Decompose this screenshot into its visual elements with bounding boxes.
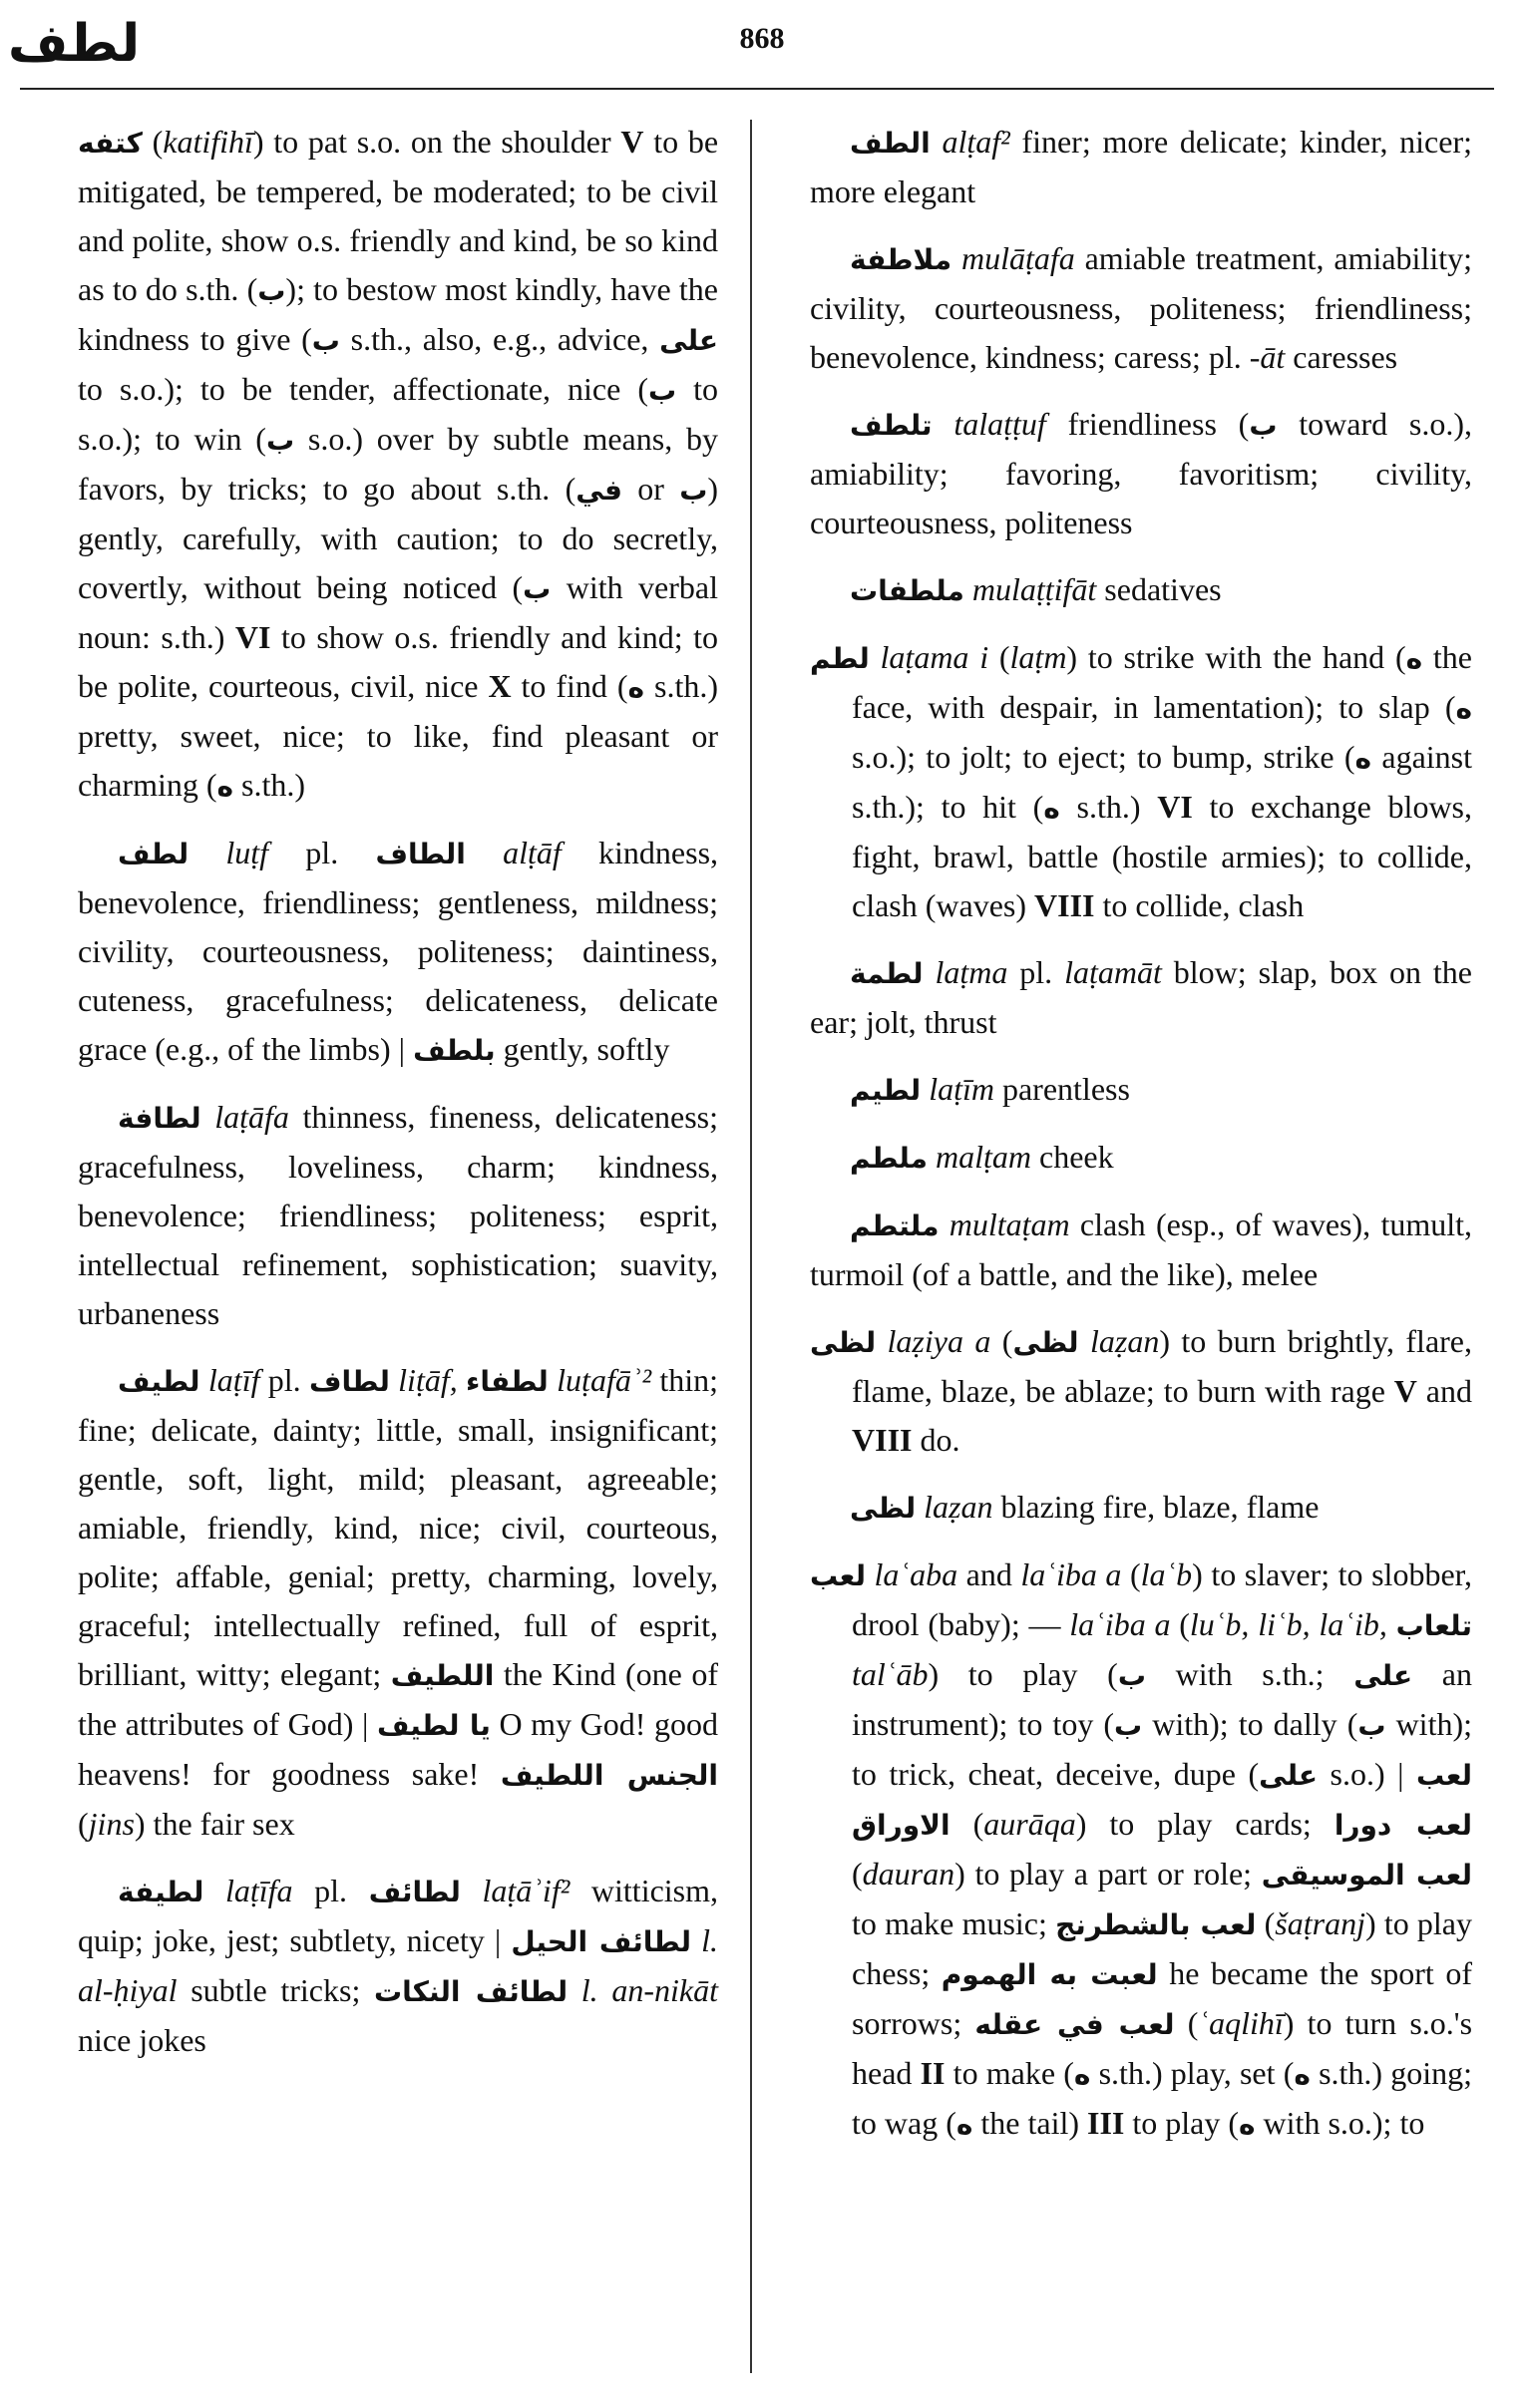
- definition-text: and: [957, 1556, 1021, 1592]
- definition-text: [921, 1071, 929, 1107]
- transliteration: laẓiya a: [887, 1323, 991, 1359]
- arabic-word: ب: [1117, 1659, 1146, 1692]
- definition-text: [691, 1922, 701, 1958]
- dictionary-entry: [810, 1133, 1472, 1183]
- header-arabic-root: لطف: [8, 14, 141, 74]
- arabic-word: لعب في عقله: [974, 2008, 1175, 2041]
- dictionary-entry: [810, 1483, 1472, 1533]
- arabic-word: الجنس اللطيف: [500, 1759, 719, 1792]
- arabic-word: ب: [1357, 1709, 1386, 1742]
- transliteration: laṭīfa: [224, 1873, 293, 1908]
- transliteration: laẓan: [924, 1489, 993, 1525]
- arabic-word: اللطيف: [390, 1659, 495, 1692]
- arabic-word: لطفاء: [466, 1365, 549, 1398]
- arabic-word: ب: [1114, 1709, 1143, 1742]
- arabic-word: لطائف النكات: [374, 1975, 569, 2008]
- arabic-word: على: [1353, 1659, 1413, 1692]
- definition-text: pl.: [259, 1362, 309, 1398]
- arabic-word: لطمة: [850, 957, 924, 990]
- definition-text: the face, with despair, in lamentation); to slap (: [852, 639, 1472, 725]
- definition-text: with); to dally (: [1142, 1706, 1358, 1742]
- definition-text: the Kind (one of the attributes of God) |: [78, 1656, 719, 1742]
- definition-text: to s.o.); to be tender, affectionate, nice (: [78, 371, 648, 407]
- definition-text: s.o.); to jolt; to eject; to bump, strike (: [852, 739, 1355, 775]
- definition-text: [203, 1873, 225, 1908]
- arabic-word: ملاطفة: [850, 243, 952, 276]
- transliteration: laẓan: [1089, 1323, 1160, 1359]
- definition-text: s.th.) pretty, sweet, nice; to like, find pleasant or charming (: [78, 668, 719, 803]
- definition-text: ) to play cards;: [1075, 1806, 1334, 1842]
- dictionary-entry: [810, 633, 1473, 930]
- definition-text: with); to trick, cheat, deceive, dupe (: [852, 1706, 1473, 1792]
- transliteration: laʿaba: [874, 1556, 958, 1592]
- arabic-word: لعب: [810, 1559, 866, 1592]
- definition-text: ) to burn brightly, flare, flame, blaze, be ablaze; to burn with rage: [852, 1323, 1472, 1409]
- definition-text: s.th.) going; to wag (: [852, 2055, 1473, 2141]
- arabic-word: ب: [265, 424, 295, 457]
- dictionary-entry: [810, 1065, 1472, 1115]
- definition-text: s.th., also, e.g., advice,: [339, 321, 660, 357]
- definition-text: to make (: [945, 2055, 1074, 2091]
- definition-text: nice jokes: [78, 2022, 206, 2058]
- transliteration: talʿāb: [852, 1656, 929, 1692]
- arabic-word: كتفه: [78, 127, 143, 160]
- definition-text: [568, 1972, 581, 2008]
- definition-text: ) to play (: [928, 1656, 1118, 1692]
- definition-text: amiable treatment, amiability; civility, courteousness, politeness; friendliness; benevolence, kindness; caress; pl.: [810, 240, 1473, 375]
- arabic-word: لعب بالشطرنج: [1055, 1908, 1257, 1941]
- definition-text: (: [78, 1806, 89, 1842]
- verb-form-numeral: II: [920, 2055, 946, 2091]
- arabic-word: ملتطم: [850, 1209, 940, 1242]
- transliteration: katifihī: [163, 124, 253, 160]
- left-column: [78, 118, 718, 2083]
- definition-text: pl.: [292, 1873, 369, 1908]
- arabic-word: ه: [1354, 742, 1372, 775]
- definition-text: (: [950, 1806, 984, 1842]
- transliteration: laṭm: [1009, 639, 1067, 675]
- dictionary-entry: [810, 118, 1472, 216]
- definition-text: [201, 1099, 215, 1135]
- definition-text: (: [1256, 1905, 1276, 1941]
- dictionary-entry: [78, 1867, 718, 2065]
- arabic-word: ه: [627, 671, 645, 704]
- definition-text: s.o.) over by subtle means, by favors, by tricks; to go about s.th. (: [78, 421, 719, 507]
- definition-text: blow; slap, box on the ear; jolt, thrust: [810, 954, 1473, 1040]
- definition-text: ) gently, carefully, with caution; to do secretly, covertly, without being noticed (: [78, 471, 719, 605]
- definition-text: to exchange blows, fight, brawl, battle (hostile armies); to collide, clash (waves): [852, 789, 1473, 923]
- definition-text: (: [1121, 1556, 1141, 1592]
- arabic-word: لعبت به الهموم: [941, 1958, 1158, 1991]
- definition-text: (: [1174, 2005, 1199, 2041]
- arabic-word: لعب الاوراق: [852, 1759, 1473, 1842]
- transliteration: laṭāʾif²: [482, 1873, 571, 1908]
- arabic-word: لظى: [1012, 1326, 1079, 1359]
- arabic-word: ه: [1073, 2058, 1091, 2091]
- definition-text: ); to bestow most kindly, have the kindness to give (: [78, 271, 719, 357]
- arabic-word: ملطم: [850, 1142, 928, 1175]
- definition-text: to find (: [511, 668, 628, 704]
- verb-form-numeral: X: [488, 668, 512, 704]
- definition-text: s.th.): [233, 767, 306, 803]
- definition-text: pl.: [1007, 954, 1065, 990]
- definition-text: parentless: [993, 1071, 1130, 1107]
- transliteration: luʿb, liʿb, laʿib,: [1189, 1606, 1387, 1642]
- transliteration: laṭāfa: [214, 1099, 289, 1135]
- arabic-word: لعب دورا: [1334, 1809, 1473, 1842]
- definition-text: pl.: [268, 835, 376, 870]
- dictionary-entry: [78, 1356, 718, 1849]
- dictionary-entry: [810, 1317, 1473, 1465]
- transliteration: liṭāf,: [398, 1362, 458, 1398]
- transliteration: jins: [88, 1806, 135, 1842]
- definition-text: ) the fair sex: [134, 1806, 295, 1842]
- definition-text: (: [1170, 1606, 1190, 1642]
- definition-text: thinness, fineness, delicateness; gracefulness, loveliness, charm; kindness, benevolence; friendliness; politeness; esprit, intellectual refinement, sophistication; suavity, urbaneness: [78, 1099, 719, 1331]
- definition-text: to make music;: [852, 1905, 1056, 1941]
- verb-form-numeral: VIII: [1034, 887, 1095, 923]
- definition-text: and: [1416, 1373, 1473, 1409]
- definition-text: [931, 124, 943, 160]
- transliteration: laṭīm: [929, 1071, 994, 1107]
- arabic-word: ب: [1249, 409, 1278, 442]
- dictionary-entry: [810, 1201, 1472, 1299]
- definition-text: to be mitigated, be tempered, be moderated; to be civil and polite, show o.s. friendly and kind, be so kind as to do s.th. (: [78, 124, 719, 307]
- transliteration: luṭf: [225, 835, 269, 870]
- transliteration: l. al-ḥiyal: [78, 1922, 719, 2008]
- definition-text: s.o.) |: [1318, 1756, 1417, 1792]
- dictionary-entry: [810, 234, 1472, 382]
- definition-text: [1079, 1323, 1090, 1359]
- arabic-word: ه: [1043, 792, 1060, 825]
- definition-text: [928, 1139, 936, 1175]
- verb-form-numeral: III: [1087, 2105, 1125, 2141]
- definition-text: sedatives: [1096, 571, 1222, 607]
- definition-text: ) to turn s.o.'s head: [852, 2005, 1473, 2091]
- transliteration: laṭamāt: [1064, 954, 1162, 990]
- definition-text: (: [852, 1856, 863, 1892]
- definition-text: ) to slaver; to slobber, drool (baby); —: [852, 1556, 1473, 1642]
- arabic-word: لطائف الحيل: [511, 1925, 692, 1958]
- arabic-word: لظى: [810, 1326, 877, 1359]
- transliteration: alṭaf²: [942, 124, 1010, 160]
- definition-text: to show o.s. friendly and kind; to be polite, courteous, civil, nice: [78, 619, 719, 704]
- definition-text: [189, 835, 225, 870]
- definition-text: clash (esp., of waves), tumult, turmoil (of a battle, and the like), melee: [810, 1206, 1473, 1292]
- dictionary-entry: [810, 948, 1472, 1047]
- verb-form-numeral: V: [620, 124, 644, 160]
- arabic-word: ب: [647, 374, 677, 407]
- arabic-word: لطافة: [118, 1102, 201, 1135]
- definition-text: ) to play chess;: [852, 1905, 1473, 1991]
- verb-form-numeral: VI: [1157, 789, 1193, 825]
- transliteration: malṭam: [936, 1139, 1031, 1175]
- verb-form-numeral: VI: [234, 619, 271, 655]
- definition-text: [870, 639, 881, 675]
- dictionary-entry: [810, 1550, 1473, 2149]
- definition-text: an instrument); to toy (: [852, 1656, 1473, 1742]
- definition-text: caresses: [1285, 339, 1398, 375]
- definition-text: s.th.) play, set (: [1090, 2055, 1295, 2091]
- arabic-word: ب: [679, 474, 708, 507]
- dictionary-entry: [78, 118, 718, 811]
- arabic-word: ب: [523, 572, 552, 605]
- dictionary-entry: [810, 565, 1472, 615]
- definition-text: [1387, 1606, 1396, 1642]
- header-rule: [20, 88, 1494, 90]
- arabic-word: ه: [1239, 2108, 1256, 2141]
- definition-text: ) to pat s.o. on the shoulder: [252, 124, 621, 160]
- arabic-word: في: [575, 474, 622, 507]
- transliteration: aurāqa: [983, 1806, 1076, 1842]
- arabic-word: لطائف: [368, 1876, 461, 1908]
- transliteration: laʿiba a: [1020, 1556, 1122, 1592]
- definition-text: [549, 1362, 557, 1398]
- arabic-word: ب: [311, 324, 340, 357]
- definition-text: [964, 571, 972, 607]
- definition-text: blazing fire, blaze, flame: [992, 1489, 1320, 1525]
- definition-text: [461, 1873, 483, 1908]
- arabic-word: لطيفة: [118, 1876, 204, 1908]
- definition-text: cheek: [1031, 1139, 1114, 1175]
- definition-text: O my God! good heavens! for goodness sake!: [78, 1706, 719, 1792]
- transliteration: laʿb: [1140, 1556, 1193, 1592]
- definition-text: [939, 1206, 949, 1242]
- definition-text: gently, softly: [495, 1031, 670, 1067]
- arabic-word: الطف: [850, 127, 931, 160]
- transliteration: šaṭranj: [1275, 1905, 1365, 1941]
- definition-text: [876, 1323, 887, 1359]
- arabic-word: ه: [955, 2108, 973, 2141]
- definition-text: [200, 1362, 208, 1398]
- arabic-word: يا لطيف: [376, 1709, 491, 1742]
- arabic-word: لطف: [118, 838, 190, 870]
- definition-text: (: [990, 1323, 1013, 1359]
- definition-text: toward s.o.), amiability; favoring, favoritism; civility, courteousness, politeness: [810, 406, 1472, 540]
- arabic-word: على: [659, 324, 719, 357]
- verb-form-numeral: VIII: [852, 1422, 913, 1458]
- arabic-word: ه: [1405, 642, 1423, 675]
- arabic-word: لظى: [850, 1492, 917, 1525]
- definition-text: witticism, quip; joke, jest; subtlety, nicety |: [78, 1873, 719, 1958]
- definition-text: with s.th.;: [1145, 1656, 1354, 1692]
- definition-text: do.: [912, 1422, 960, 1458]
- transliteration: ʿaqlihī: [1198, 2005, 1284, 2041]
- arabic-word: ه: [1455, 692, 1472, 725]
- definition-text: to collide, clash: [1094, 887, 1305, 923]
- definition-text: thin; fine; delicate, dainty; little, small, insignificant; gentle, soft, light, mild; pleasant, agreeable; amiable, friendly, kind, nice; civil, courteous, polite; affable, genial; pretty, charming, lovely, graceful; intellectually refined, full of esprit, brilliant, witty; elegant;: [78, 1362, 719, 1692]
- definition-text: [916, 1489, 924, 1525]
- page-number: 868: [739, 22, 785, 55]
- column-divider: [750, 120, 752, 2373]
- transliteration: laṭīf: [207, 1362, 260, 1398]
- definition-text: [924, 954, 936, 990]
- definition-text: ) to strike with the hand (: [1066, 639, 1406, 675]
- definition-text: he became the sport of sorrows;: [852, 1955, 1473, 2041]
- definition-text: the tail): [972, 2105, 1088, 2141]
- dictionary-entry: [78, 829, 718, 1075]
- transliteration: alṭāf: [503, 835, 562, 870]
- arabic-word: تلطف: [850, 409, 933, 442]
- arabic-word: على: [1259, 1759, 1319, 1792]
- definition-text: [466, 835, 503, 870]
- arabic-word: ملطفات: [850, 574, 964, 607]
- definition-text: [390, 1362, 398, 1398]
- arabic-word: لطاف: [309, 1365, 390, 1398]
- transliteration: mulāṭafa: [960, 240, 1075, 276]
- arabic-word: لطيف: [118, 1365, 200, 1398]
- definition-text: friendliness (: [1045, 406, 1250, 442]
- arabic-word: تلعاب: [1395, 1609, 1472, 1642]
- definition-text: [933, 406, 954, 442]
- definition-text: to s.o.); to win (: [78, 371, 719, 457]
- definition-text: (: [142, 124, 164, 160]
- definition-text: or: [621, 471, 680, 507]
- definition-text: [952, 240, 961, 276]
- definition-text: finer; more delicate; kinder, nicer; more elegant: [810, 124, 1473, 209]
- transliteration: l. an-nikāt: [580, 1972, 718, 2008]
- definition-text: s.th.): [1059, 789, 1158, 825]
- definition-text: [458, 1362, 466, 1398]
- transliteration: dauran: [862, 1856, 955, 1892]
- arabic-word: ه: [1294, 2058, 1311, 2091]
- transliteration: -āt: [1249, 339, 1286, 375]
- transliteration: laʿiba a: [1069, 1606, 1171, 1642]
- transliteration: laṭma: [935, 954, 1008, 990]
- definition-text: (: [988, 639, 1010, 675]
- arabic-word: لطيم: [850, 1074, 922, 1107]
- definition-text: against s.th.); to hit (: [852, 739, 1472, 825]
- transliteration: luṭafāʾ²: [557, 1362, 652, 1398]
- definition-text: to play (: [1124, 2105, 1240, 2141]
- dictionary-entry: [78, 1093, 718, 1338]
- arabic-word: الطاف: [375, 838, 466, 870]
- transliteration: multaṭam: [949, 1206, 1070, 1242]
- arabic-word: ب: [257, 274, 286, 307]
- definition-text: ) to play a part or role;: [954, 1856, 1262, 1892]
- definition-text: [866, 1556, 875, 1592]
- arabic-word: لعب الموسيقى: [1261, 1859, 1472, 1892]
- definition-text: with verbal noun: s.th.): [78, 569, 718, 655]
- transliteration: talaṭṭuf: [953, 406, 1046, 442]
- dictionary-entry: [810, 400, 1472, 547]
- definition-text: with s.o.); to: [1255, 2105, 1425, 2141]
- verb-form-numeral: V: [1393, 1373, 1417, 1409]
- transliteration: laṭama i: [880, 639, 989, 675]
- transliteration: mulaṭṭifāt: [971, 571, 1097, 607]
- right-column: [810, 118, 1472, 2167]
- definition-text: subtle tricks;: [177, 1972, 375, 2008]
- definition-text: kindness, benevolence, friendliness; gentleness, mildness; civility, courteousness, politeness; daintiness, cuteness, gracefulness; delicateness, delicate grace (e.g., of the limbs) |: [78, 835, 719, 1067]
- arabic-word: لطم: [810, 642, 870, 675]
- arabic-word: بلطف: [413, 1034, 496, 1067]
- arabic-word: ه: [216, 770, 234, 803]
